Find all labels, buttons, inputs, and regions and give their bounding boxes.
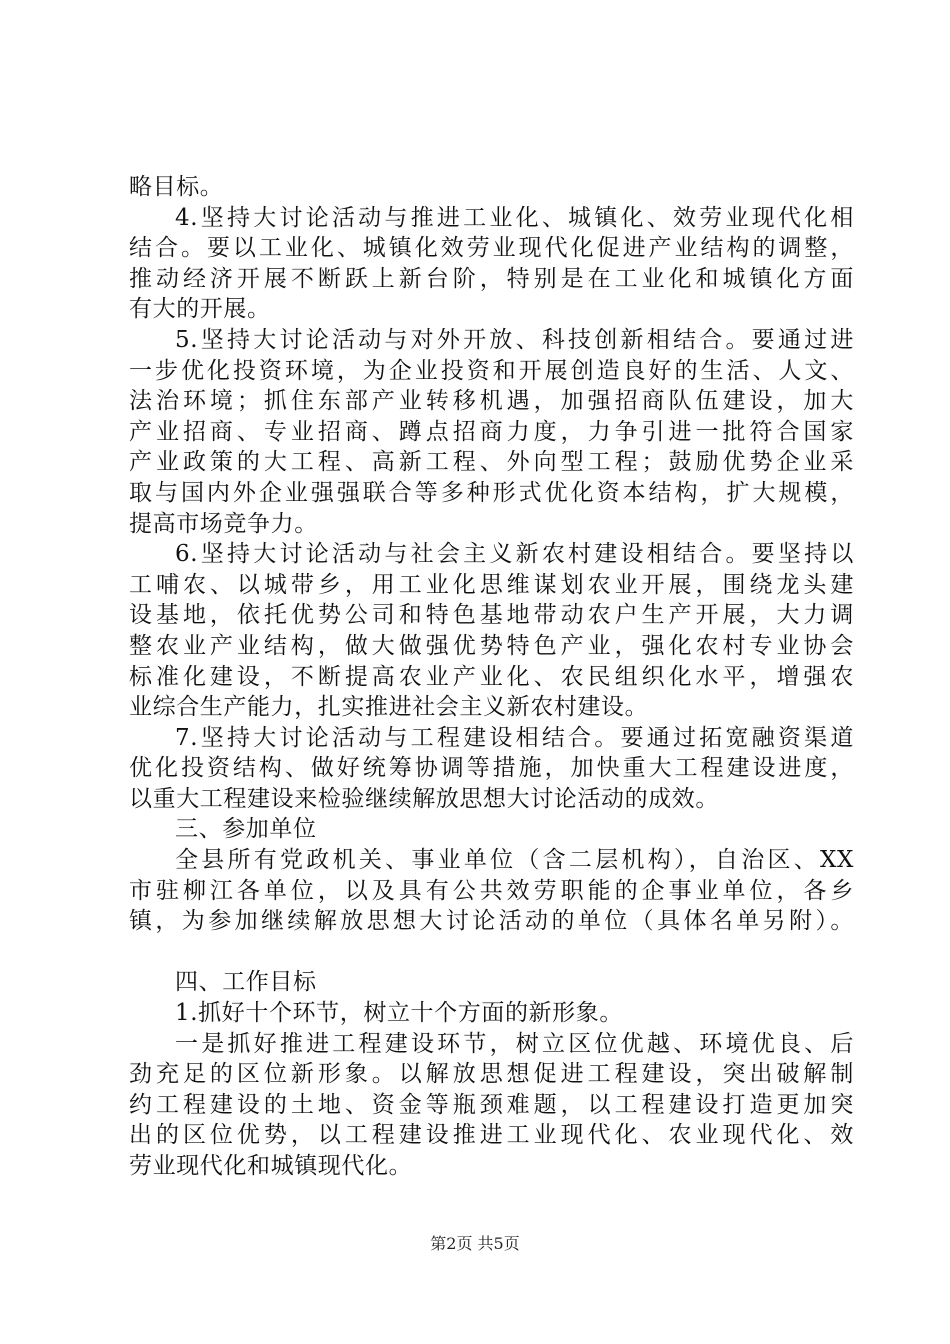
text-line: 全县所有党政机关、事业单位（含二层机构），自治区、XX: [175, 847, 854, 874]
text-line: 市驻柳江各单位，以及具有公共效劳职能的企事业单位，各乡: [129, 877, 854, 904]
text-line: 劳业现代化和城镇现代化。: [129, 1153, 413, 1179]
text-line: 结合。要以工业化、城镇化效劳业现代化促进产业结构的调整，: [129, 235, 854, 262]
text-line: 劲充足的区位新形象。以解放思想促进工程建设，突出破解制: [129, 1061, 854, 1088]
text-line: 法治环境；抓住东部产业转移机遇，加强招商队伍建设，加大: [129, 388, 854, 415]
text-line: 出的区位优势，以工程建设推进工业现代化、农业现代化、效: [129, 1122, 854, 1149]
text-line: 提高市场竞争力。: [129, 510, 318, 537]
text-line: 4.坚持大讨论活动与推进工业化、城镇化、效劳业现代化相: [175, 204, 854, 231]
blank-line: [129, 937, 854, 968]
text-line: 标准化建设，不断提高农业产业化、农民组织化水平，增强农: [129, 663, 854, 690]
text-line: 镇，为参加继续解放思想大讨论活动的单位（具体名单另附）。: [129, 908, 854, 935]
text-line: 设基地，依托优势公司和特色基地带动农户生产开展，大力调: [129, 602, 854, 629]
text-line: 四、工作目标: [175, 969, 317, 996]
text-line: 推动经济开展不断跃上新台阶，特别是在工业化和城镇化方面: [129, 265, 854, 292]
text-line: 整农业产业结构，做大做强优势特色产业，强化农村专业协会: [129, 632, 854, 659]
text-line: 工哺农、以城带乡，用工业化思维谋划农业开展，围绕龙头建: [129, 571, 854, 598]
text-line: 一步优化投资环境，为企业投资和开展创造良好的生活、人文、: [129, 357, 854, 384]
text-line: 取与国内外企业强强联合等多种形式优化资本结构，扩大规模，: [129, 479, 854, 506]
text-line: 1.抓好十个环节，树立十个方面的新形象。: [175, 1000, 623, 1027]
text-line: 约工程建设的土地、资金等瓶颈难题，以工程建设打造更加突: [129, 1091, 854, 1118]
text-line: 一是抓好推进工程建设环节，树立区位优越、环境优良、后: [175, 1030, 854, 1057]
text-line: 略目标。: [129, 174, 224, 200]
text-line: 优化投资结构、做好统筹协调等措施，加快重大工程建设进度，: [129, 755, 854, 782]
text-line: 产业招商、专业招商、蹲点招商力度，力争引进一批符合国家: [129, 418, 854, 445]
page-footer: 第2页 共5页: [430, 1234, 520, 1253]
text-line: 产业政策的大工程、高新工程、外向型工程；鼓励优势企业采: [129, 449, 854, 476]
text-line: 以重大工程建设来检验继续解放思想大讨论活动的成效。: [129, 785, 719, 812]
document-body: [129, 172, 854, 1182]
text-line: 5.坚持大讨论活动与对外开放、科技创新相结合。要通过进: [175, 326, 854, 353]
text-line: 6.坚持大讨论活动与社会主义新农村建设相结合。要坚持以: [175, 541, 854, 568]
text-line: 三、参加单位: [175, 816, 317, 843]
text-line: 7.坚持大讨论活动与工程建设相结合。要通过拓宽融资渠道: [175, 724, 854, 751]
text-line: 业综合生产能力，扎实推进社会主义新农村建设。: [129, 694, 649, 721]
text-line: 有大的开展。: [129, 296, 271, 323]
